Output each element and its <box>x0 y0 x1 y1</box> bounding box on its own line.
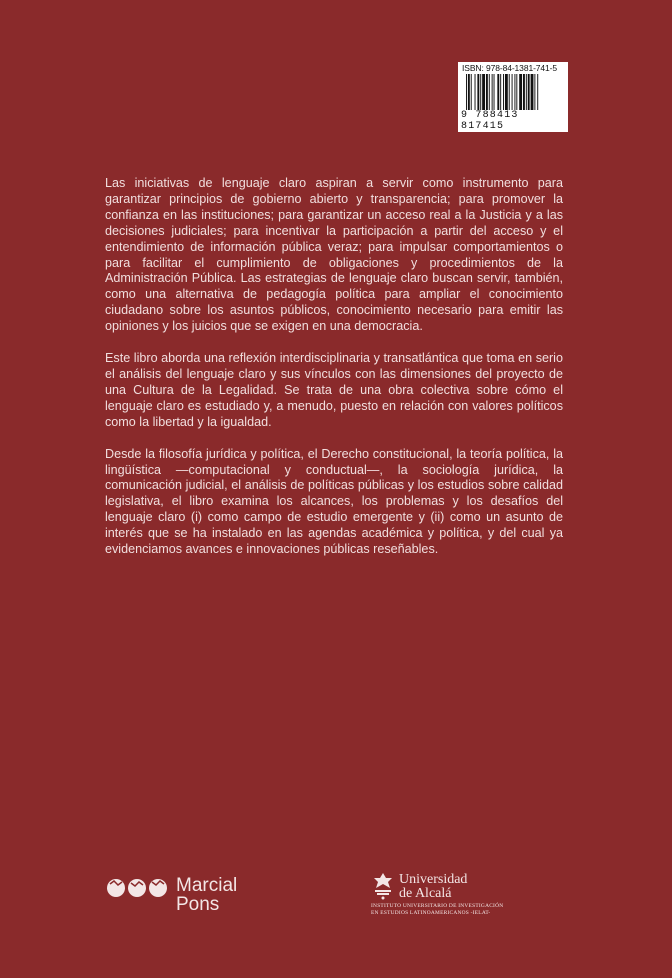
back-cover-blurb <box>105 176 563 574</box>
blurb-paragraph-1: Las iniciativas de lenguaje claro aspiran a servir como instrumento para garantizar principios de gobierno abierto y transparencia; para promover la confianza en las instituciones; para garantizar un acceso real a la Justicia y a las decisiones judiciales; para incentivar la participación a partir del acceso y el entendimiento de información pública veraz; para impulsar comportamientos o para facilitar el cumplimiento de obligaciones y procedimientos de la Administración Pública. Las estrategias de lenguaje claro buscan servir, también, como una alternativa de pedagogía política para ampliar el conocimiento ciudadano sobre los asuntos públicos, conocimiento necesario para emitir las opiniones y los juicios que se exigen en una democracia. <box>105 176 563 334</box>
alcala-crest-icon <box>371 872 395 900</box>
alcala-name-line1: Universidad <box>399 872 468 887</box>
ielat-institute <box>371 903 551 917</box>
isbn-label: ISBN: 978-84-1381-741-5 <box>462 63 558 73</box>
blurb-paragraph-2: Este libro aborda una reflexión interdisciplinaria y transatlántica que toma en serio el análisis del lenguaje claro y sus vínculos con las dimensiones del proyecto de una Cultura de la Legalidad. Se trata de una obra colectiva sobre cómo el lenguaje claro es estudiado y, a menudo, puesto en relación con valores políticos como la libertad y la igualdad. <box>105 351 563 429</box>
alcala-name-line2: de Alcalá <box>399 886 452 901</box>
marcial-pons-logo <box>106 876 256 916</box>
barcode-digits: 9 788413 817415 <box>461 110 568 132</box>
marcial-pons-line1: Marcial <box>176 875 238 896</box>
marcial-pons-name <box>176 876 237 914</box>
blurb-paragraph-3: Desde la filosofía jurídica y política, el Derecho constitucional, la teoría política, la lingüística —computacional y conductual—, la sociología jurídica, la comunicación judicial, el análisis de políticas públicas y los estudios sobre calidad legislativa, el libro examina los alcances, los problemas y los desafíos del lenguaje claro (i) como campo de estudio emergente y (ii) como un asunto de interés que se ha instalado en las agendas académica y política, y del cual ya evidenciamos avances e innovaciones públicas reseñables. <box>105 446 563 557</box>
universidad-alcala-logo <box>371 872 551 922</box>
isbn-barcode <box>458 62 568 132</box>
alcala-name <box>399 873 467 901</box>
marcial-pons-emblem-icon <box>106 878 170 898</box>
marcial-pons-line2: Pons <box>176 894 220 915</box>
ielat-line2: EN ESTUDIOS LATINOAMERICANOS -IELAT- <box>371 910 491 916</box>
ielat-line1: INSTITUTO UNIVERSITARIO DE INVESTIGACIÓN <box>371 903 504 909</box>
